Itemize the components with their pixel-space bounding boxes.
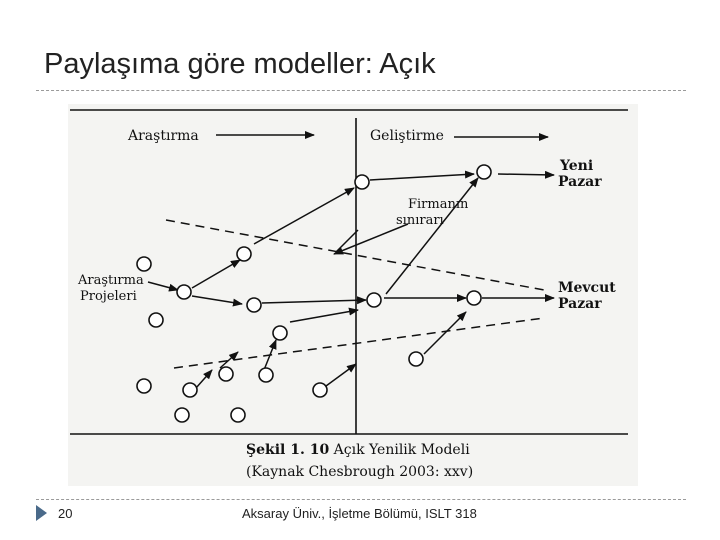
boundary-label-2: sınırarı [396, 213, 444, 228]
slide-title: Paylaşıma göre modeller: Açık [44, 48, 436, 80]
new-market-arrow [498, 174, 554, 175]
bullet-arrow-icon [36, 505, 47, 521]
project-arrow-to-dev [254, 188, 354, 244]
spinoff-arrow [386, 178, 478, 294]
project-node-3 [149, 313, 163, 327]
page-number: 20 [58, 506, 73, 521]
open-innovation-figure [68, 104, 638, 486]
project-node-9 [137, 379, 151, 393]
title-divider [36, 90, 686, 91]
footer-text: Aksaray Üniv., İşletme Bölümü, ISLT 318 [242, 506, 477, 521]
boundary-pointer-arrow [334, 224, 408, 254]
boundary-label-1: Firmanın [408, 197, 469, 212]
project-arrow-up [192, 260, 240, 288]
dev-node-4 [467, 291, 481, 305]
project-arrow-right [192, 296, 242, 304]
dev-node-3 [367, 293, 381, 307]
new-market-label-1: Yeni [560, 158, 594, 174]
small-arrow-1 [196, 370, 212, 388]
external-node-1 [409, 352, 423, 366]
projects-label-2: Projeleri [80, 289, 137, 304]
dev-node-1 [355, 175, 369, 189]
small-arrow-4 [326, 364, 356, 386]
project-node-13 [231, 408, 245, 422]
project-node-11 [313, 383, 327, 397]
figure-source: (Kaynak Chesbrough 2003: xxv) [246, 464, 474, 480]
project-node-1 [137, 257, 151, 271]
projects-pointer-arrow [148, 282, 178, 290]
projects-label-1: Araştırma [78, 273, 144, 288]
footer-divider [36, 499, 686, 500]
project-node-12 [175, 408, 189, 422]
project-node-2 [177, 285, 191, 299]
development-label: Geliştirme [370, 128, 444, 144]
research-label: Araştırma [128, 128, 199, 144]
dev-node-2 [477, 165, 491, 179]
figure-caption [246, 442, 470, 458]
project-node-5 [247, 298, 261, 312]
figure-caption-number: Şekil 1. 10 [246, 442, 330, 458]
project-node-6 [273, 326, 287, 340]
current-market-label-1: Mevcut [558, 280, 616, 296]
current-market-label-2: Pazar [558, 296, 602, 312]
licensing-arrow [290, 310, 358, 322]
open-innovation-diagram [68, 104, 638, 486]
project-node-7 [219, 367, 233, 381]
project-arrow-to-center [262, 300, 366, 303]
project-node-4 [237, 247, 251, 261]
dev-arrow-up [370, 174, 474, 180]
new-market-label-2: Pazar [558, 174, 602, 190]
project-node-8 [259, 368, 273, 382]
figure-caption-title: Açık Yenilik Modeli [329, 442, 470, 458]
project-node-10 [183, 383, 197, 397]
upper-boundary-line [166, 220, 544, 290]
